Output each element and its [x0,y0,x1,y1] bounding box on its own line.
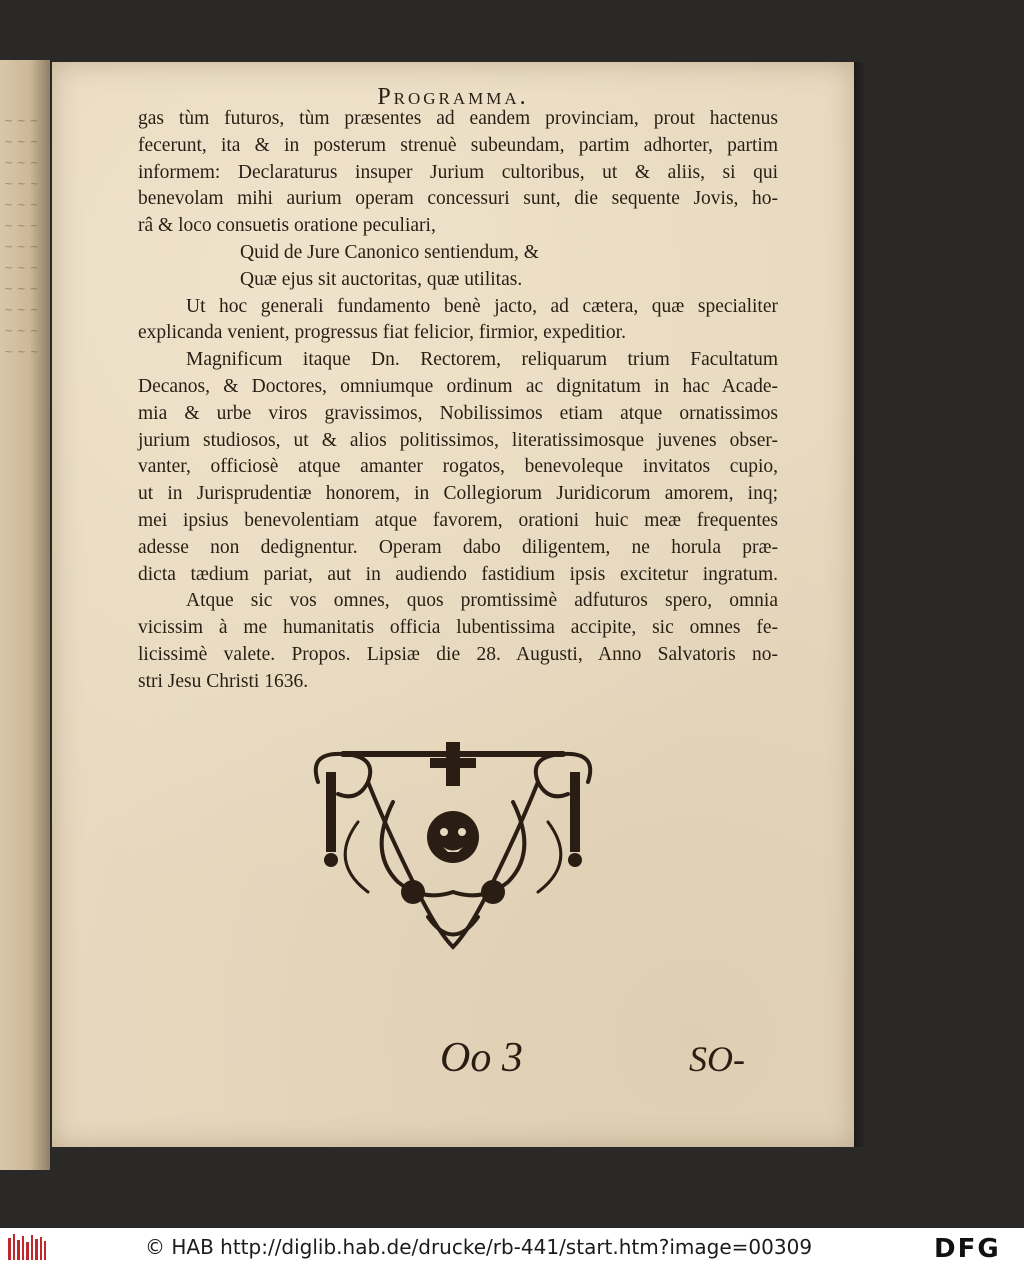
catchword: SO- [689,1039,745,1079]
signature-mark: Oo 3 [440,1035,523,1081]
text-line-10: Magnificum itaque Dn. Rectorem, reliquarum trium Facultatum [186,349,778,371]
text-line-17: adesse non dedignentur. Operam dabo diligentem, ne horula præ- [138,536,778,558]
text-line-8: Ut hoc generali fundamento benè jacto, ad cætera, quæ specialiter [186,295,778,317]
text-line-22: stri Jesu Christi 1636. [138,670,309,692]
page-bottom-marks [52,1034,854,1094]
text-line-9: explicanda venient, progressus fiat felicior, firmior, expeditior. [138,322,626,344]
text-line-2: fecerunt, ita & in posterum strenuè subeundam, partim adhorter, partim [138,134,778,156]
text-line-19: Atque sic vos omnes, quos promtissimè adfuturos spero, omnia [186,590,778,612]
scanned-page [52,62,854,1147]
running-title: Programma. [377,84,529,110]
previous-page-edge [0,60,50,1170]
text-line-16: mei ipsius benevolentiam atque favorem, orationi huic meæ frequentes [138,509,778,531]
copyright-notice: © HAB http://diglib.hab.de/drucke/rb-441/start.htm?image=00309 [145,1235,813,1259]
text-line-6: Quid de Jure Canonico sentiendum, & [240,241,539,263]
page-shadow [854,62,866,1147]
text-line-5: râ & loco consuetis oratione peculiari, [138,215,436,237]
woodcut-ornament [298,742,608,954]
body-text [138,106,778,696]
text-line-14: vanter, officiosè atque amanter rogatos, benevoleque invitatos cupio, [138,456,778,478]
text-line-15: ut in Jurisprudentiæ honorem, in Collegiorum Juridicorum amorem, inq; [138,483,778,505]
text-line-11: Decanos, & Doctores, omniumque ordinum ac dignitatum in hac Acade- [138,375,778,397]
text-line-13: jurium studiosos, ut & alios politissimos, literatissimosque juvenes obser- [138,429,778,451]
text-line-21: licissimè valete. Propos. Lipsiæ die 28. Augusti, Anno Salvatoris no- [138,643,778,665]
text-line-18: dicta tædium pariat, aut in audiendo fastidium ipsis excitetur ingratum. [138,563,778,585]
text-line-4: benevolam mihi aurium operam concessuri sunt, die sequente Jovis, ho- [138,188,778,210]
text-line-12: mia & urbe viros gravissimos, Nobilissimos etiam atque ornatissimos [138,402,778,424]
bleed-through-text: ~ ~ ~ ~ ~ ~ ~ ~ ~ ~ ~ ~ ~ ~ ~ ~ ~ ~ ~ ~ ~ ~ ~ ~ ~ ~ ~ ~ ~ ~ ~ ~ ~ ~ ~ ~ [4,114,39,358]
text-line-7: Quæ ejus sit auctoritas, quæ utilitas. [240,268,523,290]
text-line-3: informem: Declaraturus insuper Jurium cultoribus, ut & aliis, si qui [138,161,778,183]
hab-logo-icon [6,1232,48,1264]
text-line-1: gas tùm futuros, tùm præsentes ad eandem provinciam, prout hactenus [138,108,778,129]
footer-bar [0,1228,1024,1268]
dfg-logo: DFG [934,1234,1001,1264]
text-line-20: vicissim à me humanitatis officia lubentissima accipite, sic omnes fe- [138,617,778,639]
